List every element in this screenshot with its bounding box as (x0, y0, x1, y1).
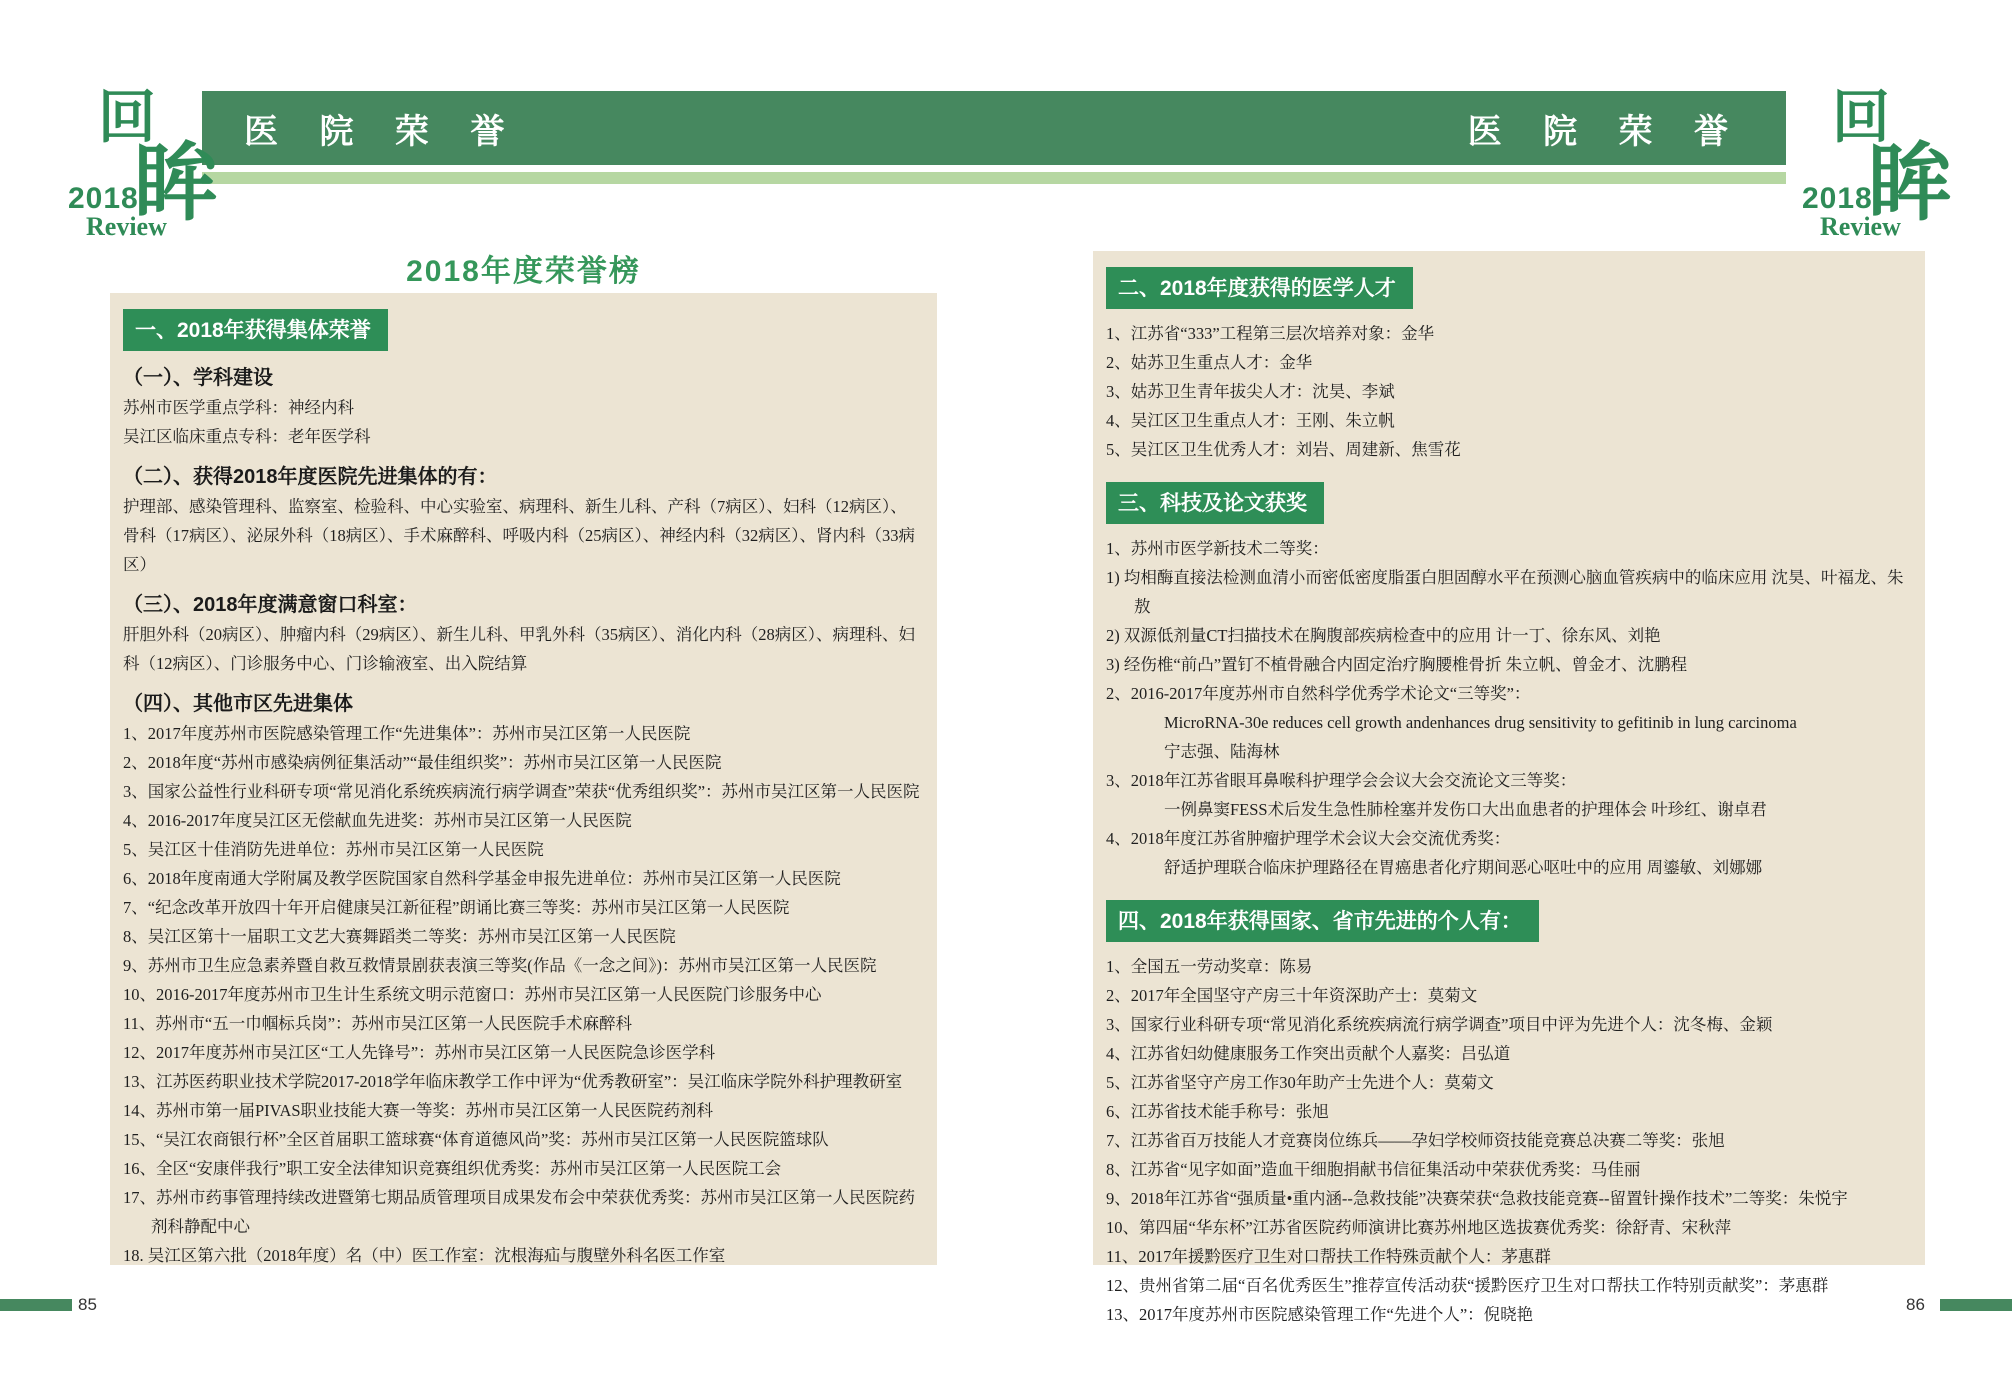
list-item: 13、2017年度苏州市医院感染管理工作“先进个人”：倪晓艳 (1106, 1305, 1534, 1324)
honor-roll-title: 2018年度荣誉榜 (406, 255, 641, 288)
subsection-title-advanced-groups: （二）、获得2018年度医院先进集体的有： (123, 466, 498, 488)
footer-bar-right (1940, 1299, 2012, 1311)
subsection-title-discipline: （一）、学科建设 (123, 367, 273, 389)
subsection-title-other-groups: （四）、其他市区先进集体 (123, 693, 353, 715)
list-item: 16、全区“安康伴我行”职工安全法律知识竞赛组织优秀奖：苏州市吴江区第一人民医院工会 (123, 1159, 782, 1178)
list-item: 宁志强、陆海林 (1164, 742, 1280, 761)
satisfaction-windows-text: 肝胆外科（20病区）、肿瘤内科（29病区）、新生儿科、甲乳外科（35病区）、消化内科（28病区）、病理科、妇科（12病区）、门诊服务中心、门诊输液室、出入院结算 (123, 625, 915, 673)
page-number-right: 86 (1906, 1295, 1925, 1314)
header-title-left: 医 院 荣 誉 (244, 112, 521, 151)
section-3-header: 三、科技及论文获奖 (1106, 482, 1324, 524)
review-2018-logo-left (60, 60, 290, 250)
list-item: 1、全国五一劳动奖章：陈易 (1106, 957, 1313, 976)
list-item: 13、江苏医药职业技术学院2017-2018学年临床教学工作中评为“优秀教研室”：吴江临床学院外科护理教研室 (123, 1072, 903, 1091)
list-item: 14、苏州市第一届PIVAS职业技能大赛一等奖：苏州市吴江区第一人民医院药剂科 (123, 1101, 714, 1120)
logo-calligraphy-hui: 回 (1832, 83, 1891, 151)
list-item: 18. 吴江区第六批（2018年度）名（中）医工作室：沈根海疝与腹壁外科名医工作室 (123, 1246, 726, 1265)
section-4-header: 四、2018年获得国家、省市先进的个人有： (1106, 900, 1539, 942)
page-number-left: 85 (78, 1295, 97, 1314)
section-1-header: 一、2018年获得集体荣誉 (123, 309, 388, 351)
list-item: 3、国家行业科研专项“常见消化系统疾病流行病学调查”项目中评为先进个人：沈冬梅、金颖 (1106, 1015, 1773, 1034)
list-item: 9、苏州市卫生应急素养暨自救互救情景剧获表演三等奖(作品《一念之间》)：苏州市吴江区第一人民医院 (123, 956, 877, 975)
list-item: 3、姑苏卫生青年拔尖人才：沈昊、李斌 (1106, 382, 1395, 401)
list-item: 3、国家公益性行业科研专项“常见消化系统疾病流行病学调查”荣获“优秀组织奖”：苏州市吴江区第一人民医院 (123, 782, 920, 801)
list-item: 3、2018年江苏省眼耳鼻喉科护理学会会议大会交流论文三等奖： (1106, 771, 1577, 790)
list-item: 4、吴江区卫生重点人才：王刚、朱立帆 (1106, 411, 1395, 430)
list-item: 15、“吴江农商银行杯”全区首届职工篮球赛“体育道德风尚”奖：苏州市吴江区第一人民医院篮球队 (123, 1130, 829, 1149)
list-item: 2) 双源低剂量CT扫描技术在胸腹部疾病检查中的应用 计一丁、徐东风、刘艳 (1106, 626, 1661, 645)
logo-calligraphy-mou: 眸 (1868, 133, 1953, 232)
page-footer-right (1892, 1295, 2012, 1319)
list-item: 4、江苏省妇幼健康服务工作突出贡献个人嘉奖：吕弘道 (1106, 1044, 1511, 1063)
list-item: 1、苏州市医学新技术二等奖： (1106, 539, 1329, 558)
list-item: 8、吴江区第十一届职工文艺大赛舞蹈类二等奖：苏州市吴江区第一人民医院 (123, 927, 676, 946)
logo-year-text: 2018 (68, 182, 139, 215)
list-item: 10、2016-2017年度苏州市卫生计生系统文明示范窗口：苏州市吴江区第一人民医院门诊服务中心 (123, 985, 822, 1004)
header-title-right: 医 院 荣 誉 (1467, 112, 1744, 151)
text-line: 吴江区临床重点专科：老年医学科 (123, 427, 371, 446)
list-item: 1、江苏省“333”工程第三层次培养对象：金华 (1106, 324, 1435, 343)
logo-calligraphy-hui: 回 (98, 83, 157, 151)
page-footer-left (0, 1295, 120, 1319)
list-item: 舒适护理联合临床护理路径在胃癌患者化疗期间恶心呕吐中的应用 周鎏敏、刘娜娜 (1164, 858, 1763, 877)
list-item: 6、江苏省技术能手称号：张旭 (1106, 1102, 1329, 1121)
other-groups-list (123, 719, 921, 1270)
text-line: 苏州市医学重点学科：神经内科 (123, 398, 354, 417)
list-item: 3) 经伤椎“前凸”置钉不植骨融合内固定治疗胸腰椎骨折 朱立帆、曾金才、沈鹏程 (1106, 655, 1688, 674)
list-item: 12、贵州省第二届“百名优秀医生”推荐宣传活动获“援黔医疗卫生对口帮扶工作特别贡献奖”：茅惠群 (1106, 1276, 1829, 1295)
medical-talents-list (1106, 319, 1909, 464)
logo-calligraphy-mou: 眸 (134, 133, 219, 232)
list-item: 4、2018年度江苏省肿瘤护理学术会议大会交流优秀奖： (1106, 829, 1511, 848)
science-paper-awards-list (1106, 534, 1909, 882)
list-item: 4、2016-2017年度吴江区无偿献血先进奖：苏州市吴江区第一人民医院 (123, 811, 632, 830)
list-item: 9、2018年江苏省“强质量•重内涵--急救技能”决赛荣获“急救技能竞赛--留置针操作技术”二等奖：朱悦宇 (1106, 1189, 1848, 1208)
list-item: 12、2017年度苏州市吴江区“工人先锋号”：苏州市吴江区第一人民医院急诊医学科 (123, 1043, 716, 1062)
list-item: 2、2018年度“苏州市感染病例征集活动”“最佳组织奖”：苏州市吴江区第一人民医院 (123, 753, 722, 772)
list-item: 6、2018年度南通大学附属及教学医院国家自然科学基金申报先进单位：苏州市吴江区第一人民医院 (123, 869, 841, 888)
review-2018-logo-right (1794, 60, 2012, 250)
logo-review-text: Review (1820, 212, 1901, 241)
list-item: 2、姑苏卫生重点人才：金华 (1106, 353, 1313, 372)
header-bar (202, 91, 1786, 165)
list-item: 11、2017年援黔医疗卫生对口帮扶工作特殊贡献个人：茅惠群 (1106, 1247, 1551, 1266)
list-item: 7、江苏省百万技能人才竞赛岗位练兵——孕妇学校师资技能竞赛总决赛二等奖：张旭 (1106, 1131, 1725, 1150)
list-item: 10、第四届“华东杯”江苏省医院药师演讲比赛苏州地区选拔赛优秀奖：徐舒青、宋秋萍 (1106, 1218, 1732, 1237)
list-item: 1) 均相酶直接法检测血清小而密低密度脂蛋白胆固醇水平在预测心脑血管疾病中的临床应用 沈昊、叶福龙、朱敖 (1106, 568, 1904, 616)
logo-review-text: Review (86, 212, 167, 241)
subsection-title-satisfaction-windows: （三）、2018年度满意窗口科室： (123, 594, 418, 616)
list-item: 一例鼻窦FESS术后发生急性肺栓塞并发伤口大出血患者的护理体会 叶珍红、谢卓君 (1164, 800, 1767, 819)
advanced-individuals-list (1106, 952, 1909, 1329)
list-item: 5、江苏省坚守产房工作30年助产士先进个人：莫菊文 (1106, 1073, 1494, 1092)
list-item: 5、吴江区十佳消防先进单位：苏州市吴江区第一人民医院 (123, 840, 544, 859)
list-item: 17、苏州市药事管理持续改进暨第七期品质管理项目成果发布会中荣获优秀奖：苏州市吴江区第一人民医院药剂科静配中心 (123, 1188, 915, 1236)
left-panel (110, 293, 937, 1265)
logo-year-text: 2018 (1802, 182, 1873, 215)
list-item: 11、苏州市“五一巾帼标兵岗”：苏州市吴江区第一人民医院手术麻醉科 (123, 1014, 633, 1033)
discipline-lines (123, 393, 921, 451)
list-item: 8、江苏省“见字如面”造血干细胞捐献书信征集活动中荣获优秀奖：马佳丽 (1106, 1160, 1641, 1179)
list-item: 2、2016-2017年度苏州市自然科学优秀学术论文“三等奖”： (1106, 684, 1531, 703)
section-2-header: 二、2018年度获得的医学人才 (1106, 267, 1413, 309)
list-item: 7、“纪念改革开放四十年开启健康吴江新征程”朗诵比赛三等奖：苏州市吴江区第一人民医院 (123, 898, 790, 917)
list-item: MicroRNA-30e reduces cell growth andenhances drug sensitivity to gefitinib in lung carcinoma (1164, 713, 1797, 732)
list-item: 2、2017年全国坚守产房三十年资深助产士：莫菊文 (1106, 986, 1478, 1005)
list-item: 5、吴江区卫生优秀人才：刘岩、周建新、焦雪花 (1106, 440, 1461, 459)
advanced-groups-text: 护理部、感染管理科、监察室、检验科、中心实验室、病理科、新生儿科、产科（7病区）、妇科（12病区）、骨科（17病区）、泌尿外科（18病区）、手术麻醉科、呼吸内科（25病区）、神经内科（32病区）、肾内科（33病区） (123, 497, 915, 574)
footer-bar-left (0, 1299, 72, 1311)
list-item: 1、2017年度苏州市医院感染管理工作“先进集体”：苏州市吴江区第一人民医院 (123, 724, 691, 743)
header-underline (202, 172, 1786, 184)
